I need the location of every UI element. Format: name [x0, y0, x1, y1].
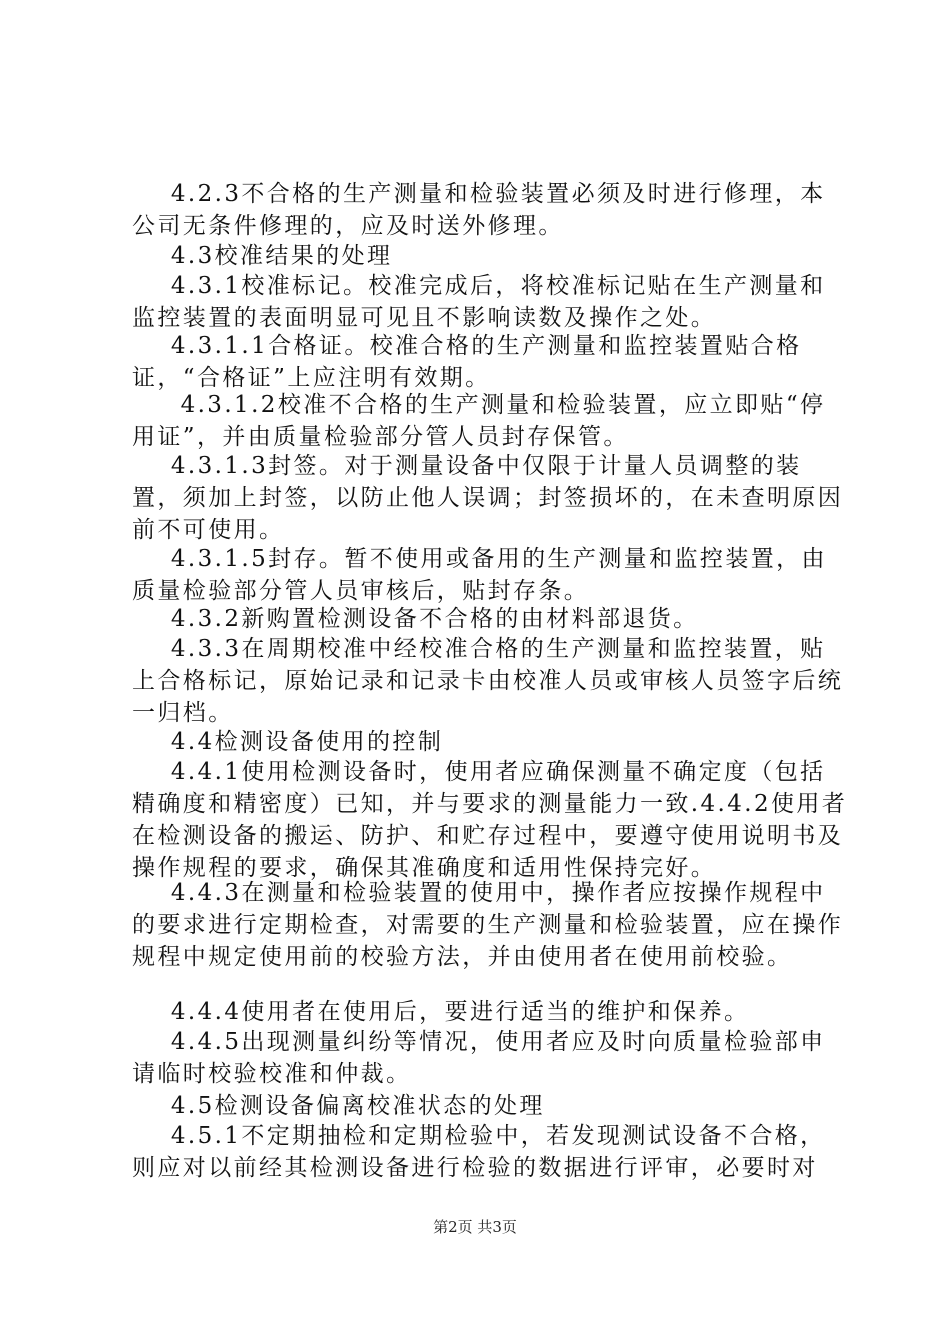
paragraph-4-2-3: 4.2.3不合格的生产测量和检验装置必须及时进行修理，本公司无条件修理的，应及时送外修理。: [132, 181, 826, 239]
paragraph-4-3-1-2: 4.3.1.2校准不合格的生产测量和检验装置，应立即贴“停用证”，并由质量检验部分管人员封存保管。: [132, 392, 826, 450]
heading-4-5: 4.5检测设备偏离校准状态的处理: [132, 1093, 545, 1119]
paragraph-4-3-3: 4.3.3在周期校准中经校准合格的生产测量和监控装置，贴上合格标记，原始记录和记录卡由校准人员或审核人员签字后统一归档。: [132, 636, 844, 726]
paragraph-4-3-2: 4.3.2新购置检测设备不合格的由材料部退货。: [132, 606, 699, 632]
paragraph-4-4-5: 4.4.5出现测量纠纷等情况，使用者应及时向质量检验部申请临时校验校准和仲裁。: [132, 1029, 826, 1087]
paragraph-4-3-1-1: 4.3.1.1合格证。校准合格的生产测量和监控装置贴合格证，“合格证”上应注明有效期。: [132, 333, 802, 391]
paragraph-4-4-3: 4.4.3在测量和检验装置的使用中，操作者应按操作规程中的要求进行定期检查，对需要的生产测量和检验装置，应在操作规程中规定使用前的校验方法，并由使用者在使用前校验。: [132, 880, 844, 970]
heading-4-3: 4.3校准结果的处理: [132, 243, 393, 269]
paragraph-4-3-1-5: 4.3.1.5封存。暂不使用或备用的生产测量和监控装置，由质量检验部分管人员审核后，贴封存条。: [132, 546, 827, 604]
heading-4-4: 4.4检测设备使用的控制: [132, 729, 444, 755]
paragraph-4-4-1: 4.4.1使用检测设备时，使用者应确保测量不确定度（包括精确度和精密度）已知，并与要求的测量能力一致.4.4.2使用者在检测设备的搬运、防护、和贮存过程中，要遵守使用说明书及操作规程的要求，确保其准确度和适用性保持完好。: [132, 759, 848, 881]
paragraph-4-3-1-3: 4.3.1.3封签。对于测量设备中仅限于计量人员调整的装置，须加上封签，以防止他人误调；封签损坏的，在未查明原因前不可使用。: [132, 453, 844, 543]
paragraph-4-3-1: 4.3.1校准标记。校准完成后，将校准标记贴在生产测量和监控装置的表面明显可见且不影响读数及操作之处。: [132, 273, 826, 331]
page-number-footer: 第2页 共3页: [433, 1218, 517, 1236]
paragraph-4-4-4: 4.4.4使用者在使用后，要进行适当的维护和保养。: [132, 999, 750, 1025]
paragraph-4-5-1: 4.5.1不定期抽检和定期检验中，若发现测试设备不合格，则应对以前经其检测设备进行检验的数据进行评审，必要时对: [132, 1123, 826, 1181]
